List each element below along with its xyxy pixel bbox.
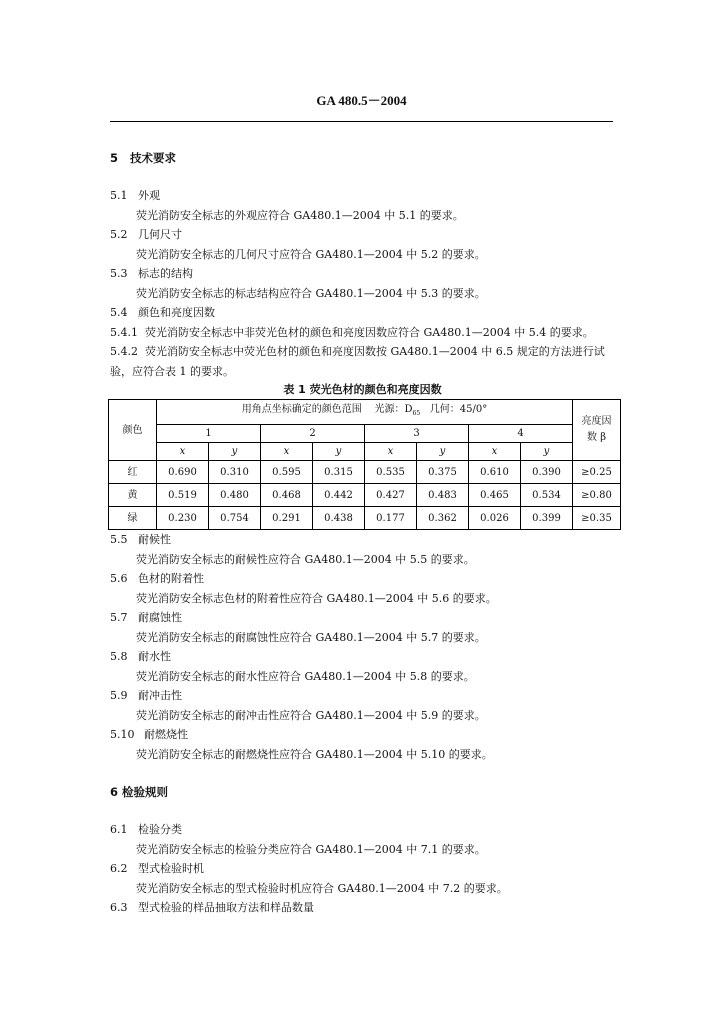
value-cell: 0.230 [157, 507, 209, 530]
axis-x: x [157, 443, 209, 461]
clause-number: 5.4 [110, 306, 128, 319]
clause-title: 耐冲击性 [138, 689, 182, 702]
point-2: 2 [261, 425, 365, 443]
clause-number: 5.6 [110, 572, 128, 585]
point-3: 3 [365, 425, 469, 443]
clause-title: 检验分类 [138, 823, 182, 836]
axis-x: x [261, 443, 313, 461]
clause-title: 标志的结构 [138, 267, 193, 280]
clause-number: 5.4.1 [110, 325, 138, 339]
value-cell: 0.375 [417, 461, 469, 484]
value-cell: 0.177 [365, 507, 417, 530]
color-cell: 红 [109, 461, 157, 484]
clause-number: 6.2 [110, 862, 128, 875]
value-cell: 0.754 [209, 507, 261, 530]
section-5-number: 5 [110, 151, 119, 165]
clause-5-5-heading [110, 530, 615, 550]
clause-5-9-text: 荧光消防安全标志的耐冲击性应符合 GA480.1—2004 中 5.9 的要求。 [136, 708, 486, 722]
clause-number: 6.3 [110, 901, 128, 914]
clause-number: 5.1 [110, 189, 128, 202]
value-cell: 0.438 [313, 507, 365, 530]
clause-5-7-heading [110, 608, 615, 628]
value-cell: 0.291 [261, 507, 313, 530]
axis-y: y [521, 443, 573, 461]
axis-x: x [469, 443, 521, 461]
clause-5-4-1 [110, 323, 615, 343]
clause-title: 耐候性 [138, 533, 171, 546]
clause-5-4-2 [110, 342, 615, 381]
clause-5-6-heading [110, 569, 615, 589]
clause-text: 荧光消防安全标志中荧光色材的颜色和亮度因数按 GA480.1—2004 中 6.5 规定的方法进行试验，应符合表 1 的要求。 [110, 345, 605, 378]
beta-cell: ≥0.35 [573, 507, 621, 530]
value-cell: 0.468 [261, 484, 313, 507]
table-row-red [109, 461, 621, 484]
table-row-green [109, 507, 621, 530]
light-source-sub: 65 [412, 410, 421, 417]
clause-title: 耐水性 [138, 650, 171, 663]
axis-x: x [365, 443, 417, 461]
clause-title: 型式检验时机 [138, 862, 204, 875]
beta-cell: ≥0.25 [573, 461, 621, 484]
value-cell: 0.465 [469, 484, 521, 507]
table-row-yellow [109, 484, 621, 507]
clause-5-3-heading [110, 264, 615, 284]
clause-number: 5.7 [110, 611, 128, 624]
color-header: 颜色 [109, 400, 157, 461]
clause-number: 5.9 [110, 689, 128, 702]
value-cell: 0.442 [313, 484, 365, 507]
value-cell: 0.534 [521, 484, 573, 507]
axis-y: y [313, 443, 365, 461]
table-1-caption: 表 1 荧光色材的颜色和亮度因数 [283, 383, 442, 396]
value-cell: 0.390 [521, 461, 573, 484]
clause-6-2-heading [110, 859, 615, 879]
geometry-label: 几何：45/0° [429, 404, 488, 415]
value-cell: 0.026 [469, 507, 521, 530]
header-rule [110, 121, 613, 122]
clause-5-7-text: 荧光消防安全标志的耐腐蚀性应符合 GA480.1—2004 中 5.7 的要求。 [136, 630, 486, 644]
clause-number: 5.4.2 [110, 345, 138, 358]
clause-5-10-text: 荧光消防安全标志的耐燃烧性应符合 GA480.1—2004 中 5.10 的要求。 [136, 747, 493, 761]
clause-text: 荧光消防安全标志中非荧光色材的颜色和亮度因数应符合 GA480.1—2004 中 5.4 的要求。 [145, 325, 594, 339]
axis-y: y [209, 443, 261, 461]
clause-5-6-text: 荧光消防安全标志色材的附着性应符合 GA480.1—2004 中 5.6 的要求。 [136, 591, 497, 605]
light-source-label: 光源：D [374, 404, 413, 415]
point-4: 4 [469, 425, 573, 443]
clause-6-1-heading [110, 820, 615, 840]
value-cell: 0.519 [157, 484, 209, 507]
point-1: 1 [157, 425, 261, 443]
clause-6-1-text: 荧光消防安全标志的检验分类应符合 GA480.1—2004 中 7.1 的要求。 [136, 842, 486, 856]
clause-5-9-heading [110, 686, 615, 706]
clause-title: 几何尺寸 [138, 228, 182, 241]
axis-y: y [417, 443, 469, 461]
clause-number: 5.10 [110, 728, 135, 741]
color-cell: 绿 [109, 507, 157, 530]
section-5-title: 技术要求 [130, 151, 176, 165]
luminance-header: 亮度因数 β [573, 400, 621, 461]
clause-6-3-heading [110, 898, 615, 918]
clause-5-10-heading [110, 725, 615, 745]
section-6-heading: 6 检验规则 [110, 785, 169, 799]
value-cell: 0.535 [365, 461, 417, 484]
range-header [157, 400, 573, 425]
clause-number: 5.3 [110, 267, 128, 280]
beta-cell: ≥0.80 [573, 484, 621, 507]
value-cell: 0.690 [157, 461, 209, 484]
clause-number: 5.5 [110, 533, 128, 546]
clause-title: 型式检验的样品抽取方法和样品数量 [138, 901, 314, 914]
clause-5-1-heading [110, 186, 615, 206]
clause-5-1-text: 荧光消防安全标志的外观应符合 GA480.1—2004 中 5.1 的要求。 [136, 208, 464, 222]
range-header-text: 用角点坐标确定的颜色范围 [241, 404, 362, 415]
clause-title: 外观 [138, 189, 160, 202]
value-cell: 0.310 [209, 461, 261, 484]
value-cell: 0.399 [521, 507, 573, 530]
clause-title: 颜色和亮度因数 [138, 306, 215, 319]
clause-title: 色材的附着性 [138, 572, 204, 585]
clause-title: 耐燃烧性 [144, 728, 188, 741]
clause-5-5-text: 荧光消防安全标志的耐候性应符合 GA480.1—2004 中 5.5 的要求。 [136, 552, 475, 566]
clause-number: 6.1 [110, 823, 128, 836]
clause-number: 5.2 [110, 228, 128, 241]
clause-5-2-text: 荧光消防安全标志的几何尺寸应符合 GA480.1—2004 中 5.2 的要求。 [136, 247, 486, 261]
clause-number: 5.8 [110, 650, 128, 663]
value-cell: 0.483 [417, 484, 469, 507]
table-1 [108, 399, 621, 530]
value-cell: 0.480 [209, 484, 261, 507]
clause-5-8-heading [110, 647, 615, 667]
clause-title: 耐腐蚀性 [138, 611, 182, 624]
clause-5-3-text: 荧光消防安全标志的标志结构应符合 GA480.1—2004 中 5.3 的要求。 [136, 286, 486, 300]
document-body [110, 148, 615, 918]
page-header: GA 480.5－2004 [316, 93, 407, 108]
clause-5-8-text: 荧光消防安全标志的耐水性应符合 GA480.1—2004 中 5.8 的要求。 [136, 669, 475, 683]
section-5-heading [110, 148, 615, 168]
value-cell: 0.595 [261, 461, 313, 484]
value-cell: 0.315 [313, 461, 365, 484]
value-cell: 0.610 [469, 461, 521, 484]
clause-5-4-heading [110, 303, 615, 323]
clause-6-2-text: 荧光消防安全标志的型式检验时机应符合 GA480.1—2004 中 7.2 的要求。 [136, 881, 508, 895]
value-cell: 0.427 [365, 484, 417, 507]
clause-5-2-heading [110, 225, 615, 245]
value-cell: 0.362 [417, 507, 469, 530]
color-cell: 黄 [109, 484, 157, 507]
